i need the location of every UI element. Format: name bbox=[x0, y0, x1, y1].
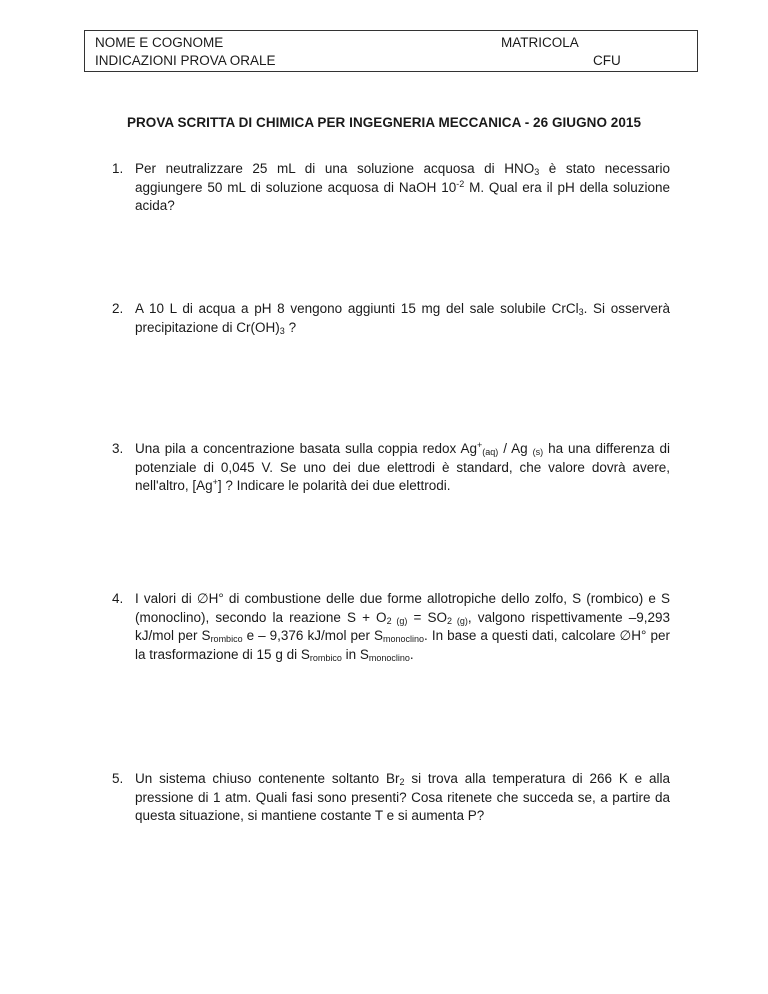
question-number: 2. bbox=[112, 301, 124, 316]
question-number: 3. bbox=[112, 441, 124, 456]
question-text: Una pila a concentrazione basata sulla coppia redox $Ag^+_{(aq)}$ / Ag $_{(s)}$ ha una differenza di potenziale di 0,045 V. Se uno dei due elettrodi è standard, che valore dovrà avere, nell'altro, [Ag+] ? Indicare le polarità dei due elettrodi. bbox=[135, 440, 670, 494]
question-1 bbox=[112, 160, 670, 216]
oral-exam-label: INDICAZIONI PROVA ORALE bbox=[95, 53, 276, 68]
cfu-label: CFU bbox=[593, 53, 621, 68]
question-5 bbox=[112, 770, 670, 826]
student-info-box bbox=[84, 30, 698, 72]
exam-title: PROVA SCRITTA DI CHIMICA PER INGEGNERIA MECCANICA - 26 GIUGNO 2015 bbox=[126, 115, 642, 130]
student-id-label: MATRICOLA bbox=[501, 35, 579, 50]
question-2 bbox=[112, 300, 670, 337]
student-info-labels bbox=[95, 34, 276, 70]
name-label: NOME E COGNOME bbox=[95, 35, 224, 50]
question-text: Per neutralizzare 25 mL di una soluzione acquosa di $HNO_3$ è stato necessario aggiungere 50 mL di soluzione acquosa di NaOH $10^{-2}$ M. Qual era il pH della soluzione acida? bbox=[135, 161, 670, 214]
question-4 bbox=[112, 590, 670, 664]
question-3 bbox=[112, 440, 670, 496]
question-number: 4. bbox=[112, 591, 124, 606]
question-text: A 10 L di acqua a pH 8 vengono aggiunti 15 mg del sale solubile CrCl$_3$. Si osserverà precipitazione di $Cr(OH)_3$ ? bbox=[135, 301, 670, 336]
question-text: Un sistema chiuso contenente soltanto $Br_2$ si trova alla temperatura di 266 K e alla pressione di 1 atm. Quali fasi sono presenti? Cosa ritenete che succeda se, a partire da questa situazione, si mantiene costante T e si aumenta P? bbox=[135, 771, 670, 824]
question-number: 1. bbox=[112, 161, 124, 176]
question-number: 5. bbox=[112, 771, 124, 786]
question-text: I valori di ∅H° di combustione delle due forme allotropiche dello zolfo, S (rombico) e S (monoclino), secondo la reazione $S + O_{2 (g)} = SO_{2 (g)}$, valgono rispettivamente –9,293 kJ/mol per $S_{rombico}$ e – 9,376 kJ/mol per $S_{monoclino}$. In base a questi dati, calcolare ∅H° per la trasformazione di 15 g di $S_{rombico}$ in $S_{monoclino}$. bbox=[135, 591, 671, 663]
